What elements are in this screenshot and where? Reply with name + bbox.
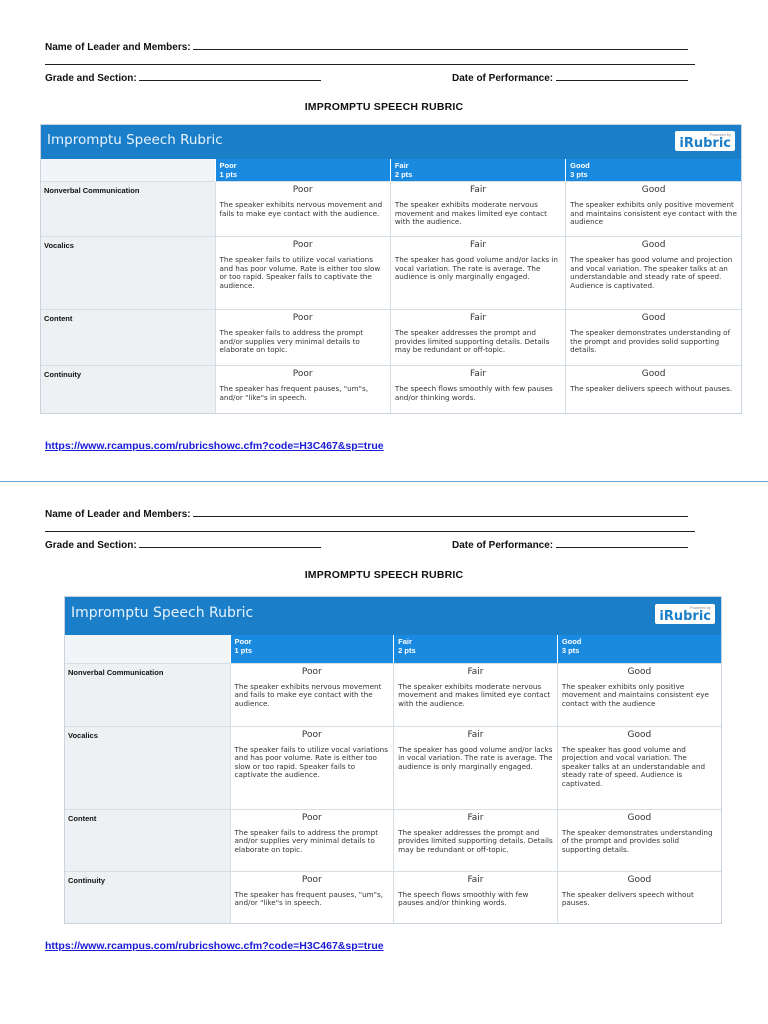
rubric-cell[interactable]: Poor The speaker exhibits nervous movement and fails to make eye contact with the audience. [230, 663, 394, 726]
criterion-label: Nonverbal Communication [41, 182, 215, 237]
rubric-cell[interactable]: Poor The speaker fails to utilize vocal variations and has poor volume. Rate is either too slow or too rapid. Speaker fails to captivate the audience. [230, 726, 394, 809]
level-header: Good 3 pts [557, 635, 721, 663]
criterion-label: Vocalics [65, 726, 230, 809]
logo-text: iRubric [659, 609, 711, 624]
date-field[interactable] [556, 538, 688, 548]
rubric-title: Impromptu Speech Rubric [71, 605, 254, 621]
date-label: Date of Performance: [452, 540, 554, 551]
name-line [45, 507, 688, 520]
doc-title: IMPROMPTU SPEECH RUBRIC [304, 569, 464, 581]
level-header: Good 3 pts [566, 159, 741, 182]
date-label: Date of Performance: [452, 73, 554, 84]
rubric-cell[interactable]: Fair The speaker has good volume and/or lacks in vocal variation. The rate is average. The audience is only marginally engaged. [390, 237, 565, 310]
rubric-cell[interactable]: Good The speaker demonstrates understanding of the prompt and provides solid supporting details. [557, 809, 721, 871]
logo-powered-by: Powered by [689, 605, 711, 610]
logo-text: iRubric [679, 136, 731, 151]
doc-title: IMPROMPTU SPEECH RUBRIC [304, 101, 464, 113]
rubric-link[interactable]: https://www.rcampus.com/rubricshowc.cfm?code=H3C467&sp=true [45, 940, 384, 952]
rubric-cell[interactable]: Good The speaker exhibits only positive movement and maintains consistent eye contact with the audience [566, 182, 741, 237]
criterion-label: Nonverbal Communication [65, 663, 230, 726]
rubric-cell[interactable]: Fair The speech flows smoothly with few pauses and/or thinking words. [390, 366, 565, 413]
criterion-label: Content [41, 310, 215, 366]
rubric-title: Impromptu Speech Rubric [47, 132, 223, 148]
criterion-row [65, 809, 721, 871]
criterion-label: Vocalics [41, 237, 215, 310]
rubric-cell[interactable]: Fair The speaker exhibits moderate nervous movement and makes limited eye contact with the audience. [390, 182, 565, 237]
grade-field[interactable] [139, 538, 321, 548]
criterion-label: Continuity [41, 366, 215, 413]
rubric-cell[interactable]: Good The speaker delivers speech without pauses. [557, 871, 721, 923]
rubric-cell[interactable]: Fair The speaker has good volume and/or lacks in vocal variation. The rate is average. The audience is only marginally engaged. [394, 726, 558, 809]
grade-label: Grade and Section: [45, 540, 137, 551]
level-header: Poor 1 pts [230, 635, 394, 663]
rubric-cell[interactable]: Fair The speaker addresses the prompt and provides limited supporting details. Details may be redundant or off-topic. [394, 809, 558, 871]
level-header-row [65, 635, 721, 663]
rubric-cell[interactable]: Poor The speaker has frequent pauses, "um"s, and/or "like"s in speech. [230, 871, 394, 923]
header-blank [65, 635, 230, 663]
rubric-cell[interactable]: Good The speaker delivers speech without pauses. [566, 366, 741, 413]
rubric-cell[interactable]: Fair The speech flows smoothly with few pauses and/or thinking words. [394, 871, 558, 923]
rubric-cell[interactable]: Fair The speaker addresses the prompt and provides limited supporting details. Details may be redundant or off-topic. [390, 310, 565, 366]
name-field[interactable] [193, 507, 688, 517]
rubric-header [65, 597, 721, 635]
name-second-line[interactable] [45, 531, 695, 532]
rubric-table-bottom [64, 596, 722, 924]
rubric-cell[interactable]: Good The speaker has good volume and projection and vocal variation. The speaker talks at an understandable and steady rate of speed. Audience is captivated. [566, 237, 741, 310]
criterion-label: Continuity [65, 871, 230, 923]
level-header: Poor 1 pts [215, 159, 390, 182]
criterion-label: Content [65, 809, 230, 871]
irubric-logo [655, 604, 715, 624]
criterion-row [65, 871, 721, 923]
criterion-row [65, 726, 721, 809]
rubric-cell[interactable]: Poor The speaker fails to address the prompt and/or supplies very minimal details to elaborate on topic. [215, 310, 390, 366]
date-line [452, 538, 688, 551]
rubric-cell[interactable]: Poor The speaker fails to address the prompt and/or supplies very minimal details to elaborate on topic. [230, 809, 394, 871]
rubric-cell[interactable]: Poor The speaker exhibits nervous movement and fails to make eye contact with the audience. [215, 182, 390, 237]
rubric-link[interactable]: https://www.rcampus.com/rubricshowc.cfm?code=H3C467&sp=true [45, 440, 384, 452]
rubric-cell[interactable]: Good The speaker has good volume and projection and vocal variation. The speaker talks at an understandable and steady rate of speed. Audience is captivated. [557, 726, 721, 809]
level-header: Fair 2 pts [390, 159, 565, 182]
rubric-cell[interactable]: Good The speaker exhibits only positive movement and maintains consistent eye contact with the audience [557, 663, 721, 726]
rubric-grid [65, 635, 721, 923]
level-header: Fair 2 pts [394, 635, 558, 663]
rubric-cell[interactable]: Poor The speaker fails to utilize vocal variations and has poor volume. Rate is either too slow or too rapid. Speaker fails to captivate the audience. [215, 237, 390, 310]
rubric-cell[interactable]: Good The speaker demonstrates understanding of the prompt and provides solid supporting details. [566, 310, 741, 366]
grade-label: Grade and Section: [45, 73, 137, 84]
rubric-cell[interactable]: Fair The speaker exhibits moderate nervous movement and makes limited eye contact with the audience. [394, 663, 558, 726]
name-label: Name of Leader and Members: [45, 509, 191, 520]
grade-line [45, 538, 321, 551]
name-label: Name of Leader and Members: [45, 42, 191, 53]
logo-powered-by: Powered by [709, 132, 731, 137]
criterion-row [65, 663, 721, 726]
rubric-cell[interactable]: Poor The speaker has frequent pauses, "um"s, and/or "like"s in speech. [215, 366, 390, 413]
